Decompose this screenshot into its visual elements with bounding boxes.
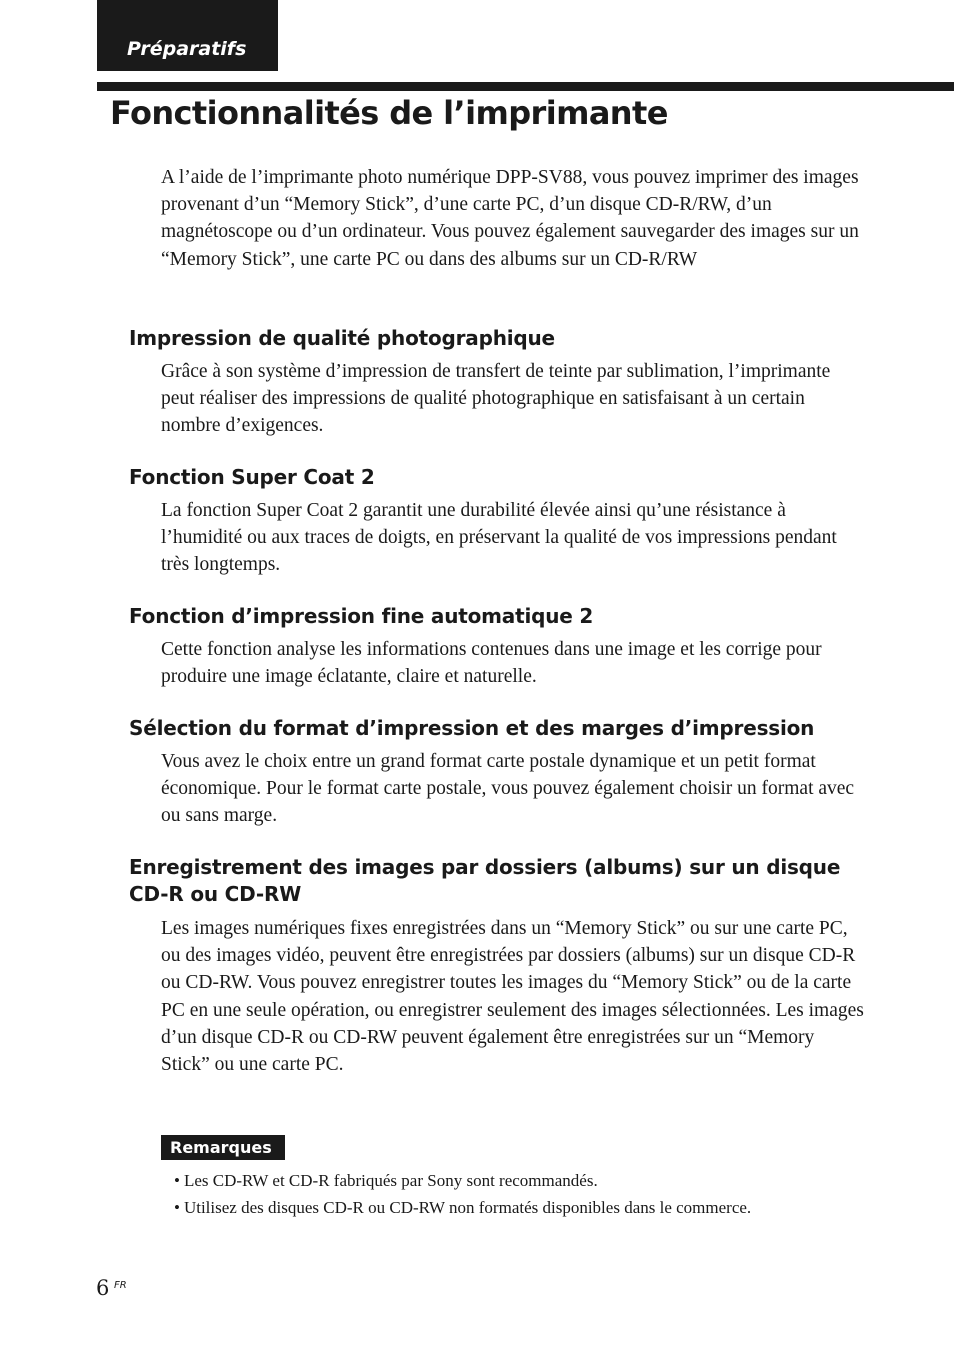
notes-list [174, 1167, 751, 1221]
page-title: Fonctionnalités de l’imprimante [110, 94, 668, 132]
section-heading-print-format: Sélection du format d’impression et des marges d’impression [129, 716, 815, 740]
note-item: • Les CD-RW et CD-R fabriqués par Sony sont recommandés. [174, 1167, 751, 1194]
notes-label: Remarques [161, 1135, 285, 1160]
section-heading-super-coat: Fonction Super Coat 2 [129, 465, 375, 489]
note-item: • Utilisez des disques CD-R ou CD-RW non formatés disponibles dans le commerce. [174, 1194, 751, 1221]
section-body-auto-fine-print: Cette fonction analyse les informations contenues dans une image et les corrige pour produire une image éclatante, claire et naturelle. [161, 639, 822, 688]
section-heading-photo-quality: Impression de qualité photographique [129, 326, 555, 350]
section-heading-auto-fine-print: Fonction d’impression fine automatique 2 [129, 604, 594, 628]
section-tab: Préparatifs [97, 0, 278, 71]
section-body-print-format: Vous avez le choix entre un grand format carte postale dynamique et un petit format économique. Pour le format carte postale, vous pouvez également choisir un format avec ou sans marge. [161, 751, 855, 827]
page-number: 6 [96, 1276, 110, 1300]
section-body-photo-quality: Grâce à son système d’impression de transfert de teinte par sublimation, l’imprimante peut réaliser des impressions de qualité photographique en satisfaisant à un certain nombre d’exigences. [161, 361, 831, 437]
section-heading-album-recording: Enregistrement des images par dossiers (albums) sur un disque CD-R ou CD-RW [129, 855, 841, 906]
language-code: FR [114, 1280, 127, 1291]
header-rule [97, 82, 954, 91]
section-body-super-coat: La fonction Super Coat 2 garantit une durabilité élevée ainsi qu’une résistance à l’humidité ou aux traces de doigts, en préservant la qualité de vos impressions pendant très longtemps. [161, 500, 837, 576]
section-body-album-recording: Les images numériques fixes enregistrées dans un “Memory Stick” ou sur une carte PC, ou des images vidéo, peuvent être enregistrées par dossiers (albums) sur un disque CD-R ou CD-RW. Vous pouvez enregistrer toutes les images du “Memory Stick” ou de la carte PC en une seule opération, ou enregistrer seulement des images sélectionnées. Les images d’un disque CD-R ou CD-RW peuvent également être enregistrées sur un “Memory Stick” ou une carte PC. [161, 918, 864, 1076]
intro-paragraph: A l’aide de l’imprimante photo numérique DPP-SV88, vous pouvez imprimer des images provenant d’un “Memory Stick”, d’une carte PC, d’un disque CD-R/RW, d’un magnétoscope ou d’un ordinateur. Vous pouvez également sauvegarder des images sur un “Memory Stick”, une carte PC ou dans des albums sur un CD-R/RW [161, 167, 859, 270]
